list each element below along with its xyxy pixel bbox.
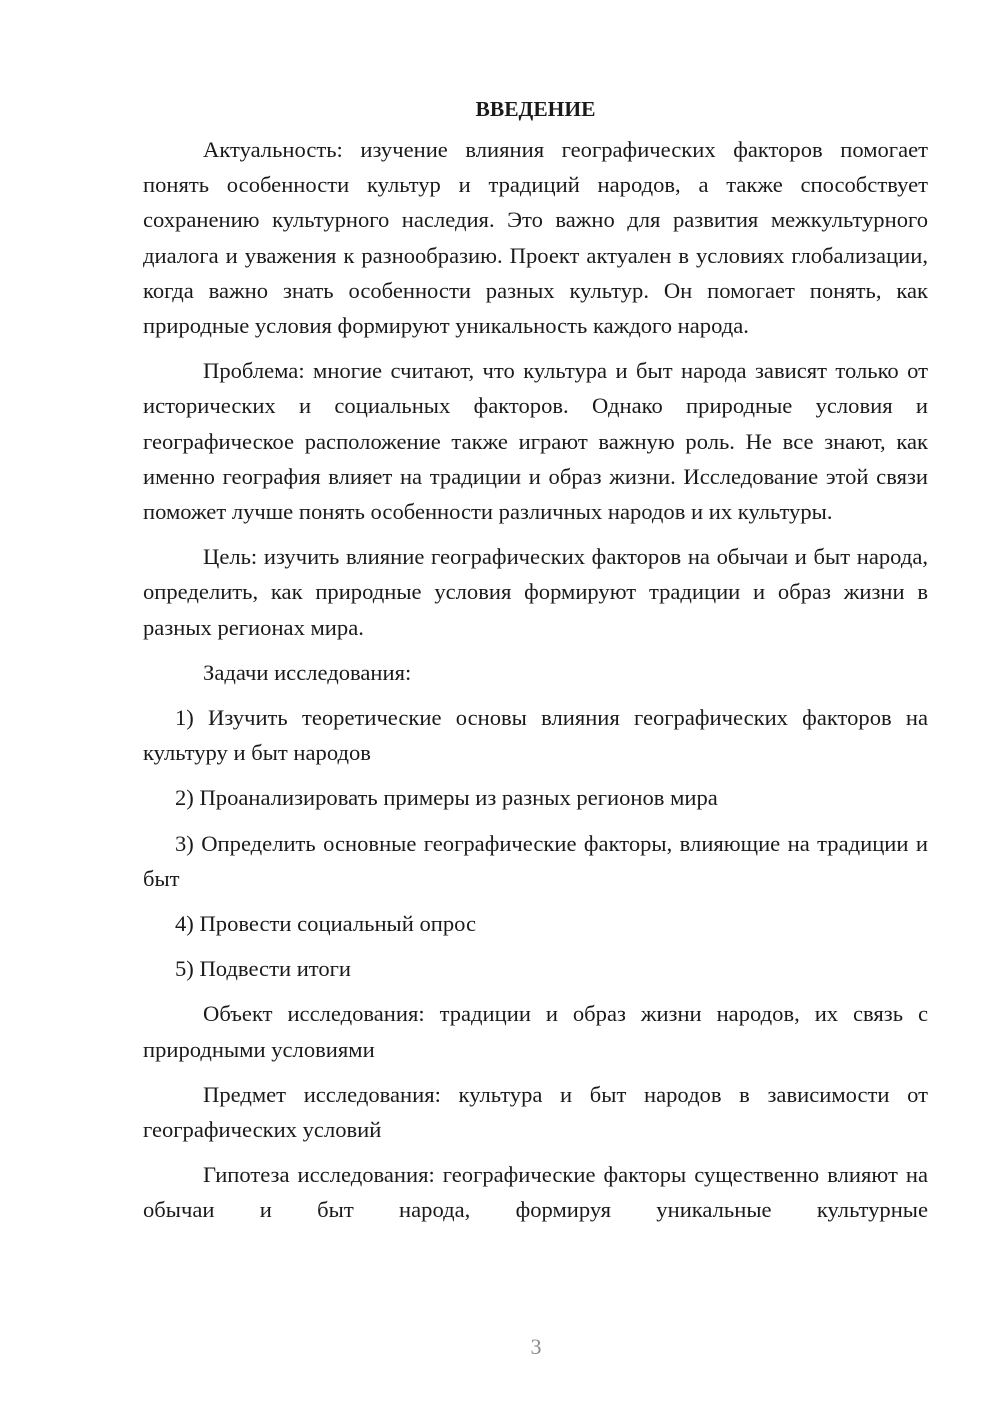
task-item-3: 3) Определить основные географические факторы, влияющие на традиции и быт: [143, 830, 928, 891]
tasks-heading: Задачи исследования:: [203, 659, 412, 685]
problem-paragraph: Проблема: многие считают, что культура и быт народа зависят только от исторических и социальных факторов. Однако природные условия и географическое расположение также играют важную роль. Не все знают, как именно география влияет на традиции и образ жизни. Исследование этой связи поможет лучше понять особенности различных народов и их культуры.: [143, 358, 928, 525]
document-page: [143, 92, 928, 1238]
task-item-1: 1) Изучить теоретические основы влияния географических факторов на культуру и быт народов: [143, 705, 928, 766]
relevance-paragraph: Актуальность: изучение влияния географических факторов помогает понять особенности культур и традиций народов, а также способствует сохранению культурного наследия. Это важно для развития межкультурного диалога и уважения к разнообразию. Проект актуален в условиях глобализации, когда важно знать особенности разных культур. Он помогает понять, как природные условия формируют уникальность каждого народа.: [143, 137, 928, 339]
subject-paragraph: Предмет исследования: культура и быт народов в зависимости от географических условий: [143, 1081, 928, 1143]
task-item-4: 4) Провести социальный опрос: [175, 911, 477, 937]
page-title: ВВЕДЕНИЕ: [475, 97, 596, 121]
goal-paragraph: Цель: изучить влияние географических факторов на обычаи и быт народа, определить, как природные условия формируют традиции и образ жизни в разных регионах мира.: [143, 544, 928, 640]
task-item-5: 5) Подвести итоги: [175, 956, 352, 982]
task-item-2: 2) Проанализировать примеры из разных регионов мира: [175, 785, 718, 811]
object-paragraph: Объект исследования: традиции и образ жизни народов, их связь с природными условиями: [143, 1001, 928, 1062]
page-number: 3: [530, 1334, 542, 1359]
hypothesis-paragraph: Гипотеза исследования: географические факторы существенно влияют на обычаи и быт народа, формируя уникальные культурные: [143, 1162, 928, 1223]
